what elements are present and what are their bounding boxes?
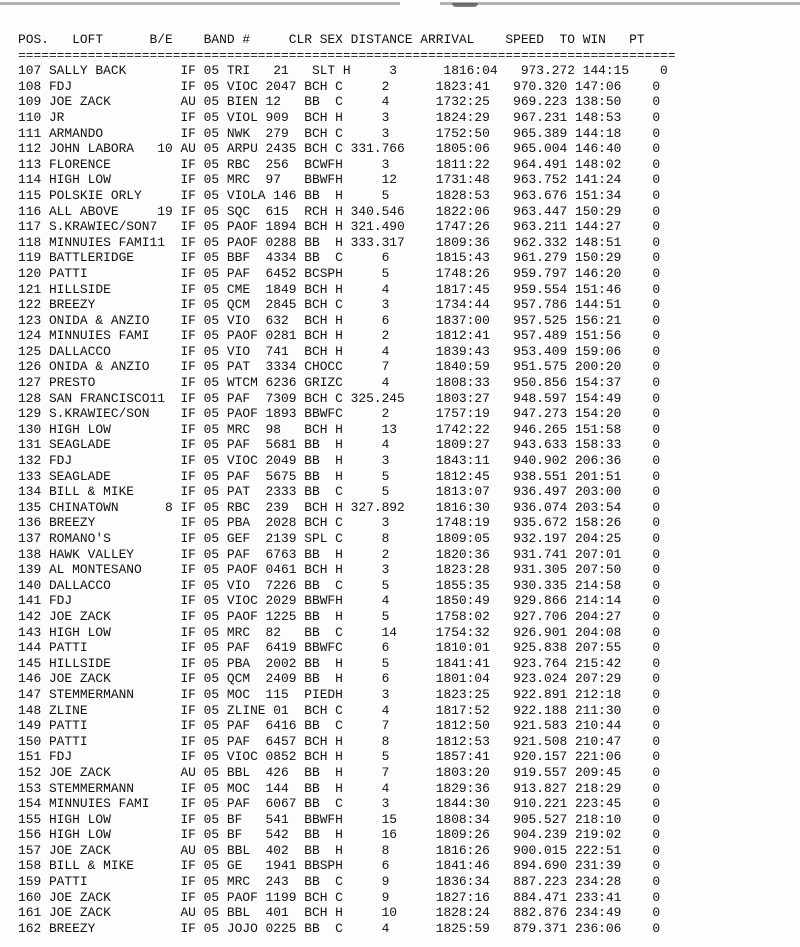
table-row: 143 HIGH LOW IF 05 MRC 82 BB C 14 1754:32 926.901 204:08 0	[18, 624, 661, 640]
table-row: 137 ROMANO'S IF 05 GEF 2139 SPL C 8 1809:05 932.197 204:25 0	[18, 531, 661, 546]
table-row: 152 JOE ZACK AU 05 BBL 426 BB H 7 1803:20 919.557 209:45 0	[18, 764, 661, 780]
table-row: 117 S.KRAWIEC/SON7 IF 05 PAOF 1894 BCH H 321.490 1747:26 963.211 144:27 0	[18, 219, 661, 235]
page-top-mark	[452, 3, 478, 7]
table-row: 139 AL MONTESANO IF 05 PAOF 0461 BCH H 3 1823:28 931.305 207:50 0	[18, 562, 661, 578]
table-row: 129 S.KRAWIEC/SON IF 05 PAOF 1893 BBWFC 2 1757:19 947.273 154:20 0	[18, 406, 661, 422]
table-row: 154 MINNUIES FAMI IF 05 PAF 6067 BB C 3 1844:30 910.221 223:45 0	[18, 796, 661, 812]
table-row: 141 FDJ IF 05 VIOC 2029 BBWFH 4 1850:49 929.866 214:14 0	[18, 593, 661, 609]
table-row: 131 SEAGLADE IF 05 PAF 5681 BB H 4 1809:27 943.633 158:33 0	[18, 437, 661, 453]
table-row: 147 STEMMERMANN IF 05 MOC 115 PIEDH 3 1823:25 922.891 212:18 0	[18, 686, 661, 702]
table-row: 160 JOE ZACK IF 05 PAOF 1199 BCH C 9 1827:16 884.471 233:41 0	[18, 889, 661, 905]
table-row: 123 ONIDA & ANZIO IF 05 VIO 632 BCH H 6 1837:00 957.525 156:21 0	[18, 312, 661, 328]
table-row: 113 FLORENCE IF 05 RBC 256 BCWFH 3 1811:22 964.491 148:02 0	[18, 156, 661, 172]
table-row: 150 PATTI IF 05 PAF 6457 BCH H 8 1812:53 921.508 210:47 0	[18, 733, 661, 749]
table-row: 121 HILLSIDE IF 05 CME 1849 BCH H 4 1817:45 959.554 151:46 0	[18, 281, 661, 297]
table-row: 145 HILLSIDE IF 05 PBA 2002 BB H 5 1841:41 923.764 215:42 0	[18, 655, 661, 671]
table-row: 110 JR IF 05 VIOL 909 BCH H 3 1824:29 967.231 148:53 0	[18, 109, 661, 125]
table-row: 149 PATTI IF 05 PAF 6416 BB C 7 1812:50 921.583 210:44 0	[18, 718, 661, 734]
table-row: 125 DALLACCO IF 05 VIO 741 BCH H 4 1839:43 953.409 159:06 0	[18, 343, 661, 359]
table-header: POS. LOFT B/E BAND # CLR SEX DISTANCE ARRIVAL SPEED TO WIN PT	[18, 32, 645, 47]
table-row: 162 BREEZY IF 05 JOJO 0225 BB C 4 1825:59 879.371 236:06 0	[18, 920, 661, 936]
table-row: 135 CHINATOWN 8 IF 05 RBC 239 BCH H 327.892 1816:30 936.074 203:54 0	[18, 499, 661, 515]
table-row: 146 JOE ZACK IF 05 QCM 2409 BB H 6 1801:04 923.024 207:29 0	[18, 671, 661, 687]
table-row: 107 SALLY BACK IF 05 TRI 21 SLT H 3 1816:04 973.272 144:15 0	[18, 63, 668, 79]
table-row: 133 SEAGLADE IF 05 PAF 5675 BB H 5 1812:45 938.551 201:51 0	[18, 468, 661, 484]
table-row: 148 ZLINE IF 05 ZLINE 01 BCH C 4 1817:52 922.188 211:30 0	[18, 702, 661, 718]
table-row: 115 POLSKIE ORLY IF 05 VIOLA 146 BB H 5 1828:53 963.676 151:34 0	[18, 187, 661, 203]
table-row: 159 PATTI IF 05 MRC 243 BB C 9 1836:34 887.223 234:28 0	[18, 874, 661, 890]
table-row: 122 BREEZY IF 05 QCM 2845 BCH C 3 1734:44 957.786 144:51 0	[18, 297, 661, 313]
table-row: 157 JOE ZACK AU 05 BBL 402 BB H 8 1816:26 900.015 222:51 0	[18, 842, 661, 858]
table-row: 128 SAN FRANCISCO11 IF 05 PAF 7309 BCH C 325.245 1803:27 948.597 154:49 0	[18, 390, 661, 406]
race-results-table	[18, 32, 676, 936]
table-row: 118 MINNUIES FAMI11 IF 05 PAOF 0288 BB H 333.317 1809:36 962.332 148:51 0	[18, 234, 661, 250]
table-row: 161 JOE ZACK AU 05 BBL 401 BCH H 10 1828:24 882.876 234:49 0	[18, 905, 661, 921]
table-row: 151 FDJ IF 05 VIOC 0852 BCH H 5 1857:41 920.157 221:06 0	[18, 749, 661, 765]
table-row: 134 BILL & MIKE IF 05 PAT 2333 BB C 5 1813:07 936.497 203:00 0	[18, 484, 661, 500]
table-row: 109 JOE ZACK AU 05 BIEN 12 BB C 4 1732:25 969.223 138:50 0	[18, 94, 661, 110]
header-separator: =====================================================================================	[18, 47, 676, 63]
table-row: 127 PRESTO IF 05 WTCM 6236 GRIZC 4 1808:33 950.856 154:37 0	[18, 375, 661, 391]
table-row: 108 FDJ IF 05 VIOC 2047 BCH C 2 1823:41 970.320 147:06 0	[18, 78, 661, 94]
table-row: 140 DALLACCO IF 05 VIO 7226 BB C 5 1855:35 930.335 214:58 0	[18, 577, 661, 593]
page-top-edge	[0, 2, 800, 5]
table-row: 124 MINNUIES FAMI IF 05 PAOF 0281 BCH H 2 1812:41 957.489 151:56 0	[18, 328, 661, 344]
table-body	[18, 63, 676, 936]
table-row: 144 PATTI IF 05 PAF 6419 BBWFC 6 1810:01 925.838 207:55 0	[18, 640, 661, 656]
table-row: 130 HIGH LOW IF 05 MRC 98 BCH H 13 1742:22 946.265 151:58 0	[18, 421, 661, 437]
table-row: 142 JOE ZACK IF 05 PAOF 1225 BB H 5 1758:02 927.706 204:27 0	[18, 608, 661, 624]
table-row: 114 HIGH LOW IF 05 MRC 97 BBWFH 12 1731:48 963.752 141:24 0	[18, 172, 661, 188]
table-row: 156 HIGH LOW IF 05 BF 542 BB H 16 1809:26 904.239 219:02 0	[18, 827, 661, 843]
table-row: 112 JOHN LABORA 10 AU 05 ARPU 2435 BCH C 331.766 1805:06 965.004 146:40 0	[18, 141, 661, 157]
table-row: 111 ARMANDO IF 05 NWK 279 BCH C 3 1752:50 965.389 144:18 0	[18, 125, 661, 141]
table-row: 126 ONIDA & ANZIO IF 05 PAT 3334 CHOCC 7 1840:59 951.575 200:20 0	[18, 359, 661, 375]
table-row: 158 BILL & MIKE IF 05 GE 1941 BBSPH 6 1841:46 894.690 231:39 0	[18, 858, 661, 874]
table-row: 155 HIGH LOW IF 05 BF 541 BBWFH 15 1808:34 905.527 218:10 0	[18, 811, 661, 827]
table-row: 138 HAWK VALLEY IF 05 PAF 6763 BB H 2 1820:36 931.741 207:01 0	[18, 546, 661, 562]
table-row: 153 STEMMERMANN IF 05 MOC 144 BB H 4 1829:36 913.827 218:29 0	[18, 780, 661, 796]
table-row: 116 ALL ABOVE 19 IF 05 SQC 615 RCH H 340.546 1822:06 963.447 150:29 0	[18, 203, 661, 219]
table-row: 132 FDJ IF 05 VIOC 2049 BB H 3 1843:11 940.902 206:36 0	[18, 453, 661, 469]
table-row: 120 PATTI IF 05 PAF 6452 BCSPH 5 1748:26 959.797 146:20 0	[18, 265, 661, 281]
table-row: 119 BATTLERIDGE IF 05 BBF 4334 BB C 6 1815:43 961.279 150:29 0	[18, 250, 661, 266]
table-row: 136 BREEZY IF 05 PBA 2028 BCH C 3 1748:19 935.672 158:26 0	[18, 515, 661, 531]
